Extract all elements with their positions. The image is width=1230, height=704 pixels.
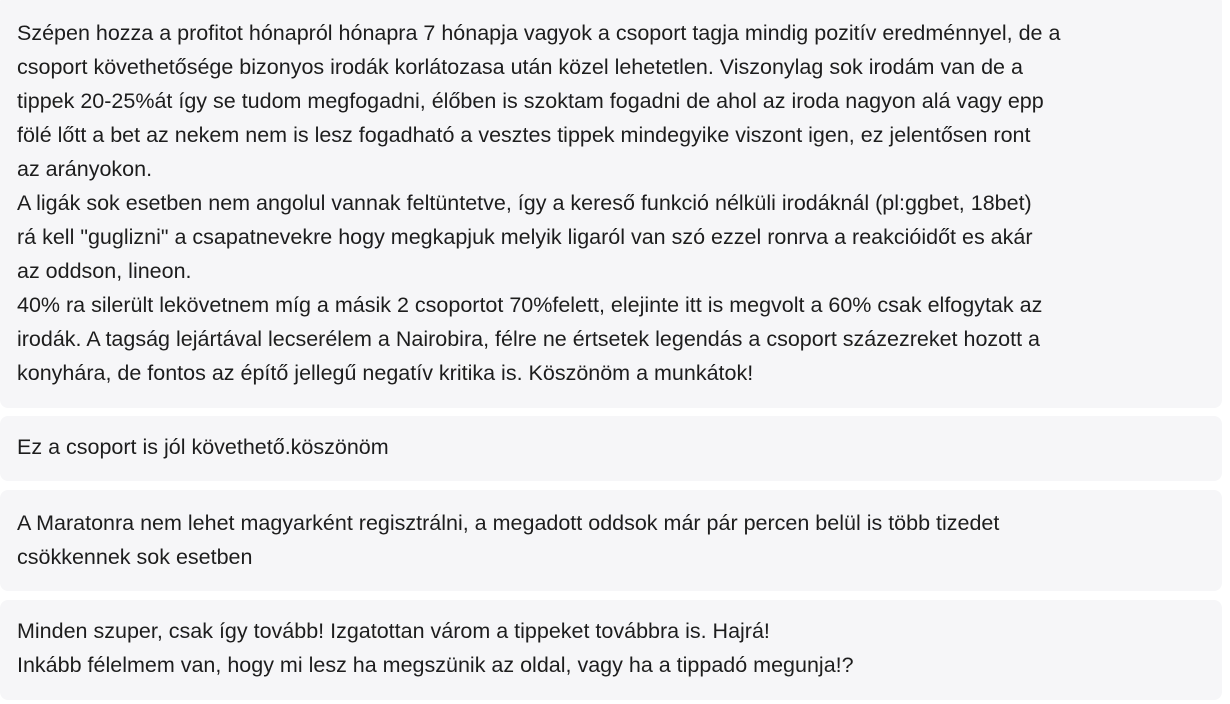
review-line: Ez a csoport is jól követhető.köszönöm — [17, 435, 389, 459]
review-card — [0, 416, 1222, 481]
review-text — [17, 506, 1208, 574]
review-text — [17, 614, 1208, 682]
review-line: 40% ra silerült lekövetnem míg a másik 2 csoportot 70%felett, elejinte itt is megvolt a 60% csak elfogytak az — [17, 293, 1043, 317]
review-line: A ligák sok esetben nem angolul vannak feltüntetve, így a kereső funkció nélküli irodáknál (pl:ggbet, 18bet) — [17, 191, 1032, 215]
review-line: irodák. A tagság lejártával lecserélem a Nairobira, félre ne értsetek legendás a csoport százezreket hozott a — [17, 327, 1040, 351]
review-line: az oddson, lineon. — [17, 259, 192, 283]
review-line: tippek 20-25%át így se tudom megfogadni, élőben is szoktam fogadni de ahol az iroda nagyon alá vagy epp — [17, 89, 1044, 113]
review-line: Minden szuper, csak így tovább! Izgatottan várom a tippeket továbbra is. Hajrá! — [17, 619, 770, 643]
review-text — [17, 430, 1208, 464]
review-line: Szépen hozza a profitot hónapról hónapra 7 hónapja vagyok a csoport tagja mindig pozitív eredménnyel, de a — [17, 21, 1061, 45]
review-line: A Maratonra nem lehet magyarként regisztrálni, a megadott oddsok már pár percen belül is több tizedet — [17, 511, 1000, 535]
review-card — [0, 490, 1222, 591]
review-line: csoport követhetősége bizonyos irodák korlátozasa után közel lehetetlen. Viszonylag sok irodám van de a — [17, 55, 1023, 79]
review-line: konyhára, de fontos az építő jellegű negatív kritika is. Köszönöm a munkátok! — [17, 361, 754, 385]
review-line: Inkább félelmem van, hogy mi lesz ha megszünik az oldal, vagy ha a tippadó megunja!? — [17, 653, 854, 677]
review-text — [17, 16, 1208, 390]
review-line: fölé lőtt a bet az nekem nem is lesz fogadható a vesztes tippek mindegyike viszont igen, ez jelentősen ront — [17, 123, 1031, 147]
review-line: rá kell "guglizni" a csapatnevekre hogy megkapjuk melyik ligaról van szó ezzel ronrva a reakcióidőt es akár — [17, 225, 1033, 249]
review-card — [0, 600, 1222, 700]
review-line: csökkennek sok esetben — [17, 545, 253, 569]
review-line: az arányokon. — [17, 157, 153, 181]
